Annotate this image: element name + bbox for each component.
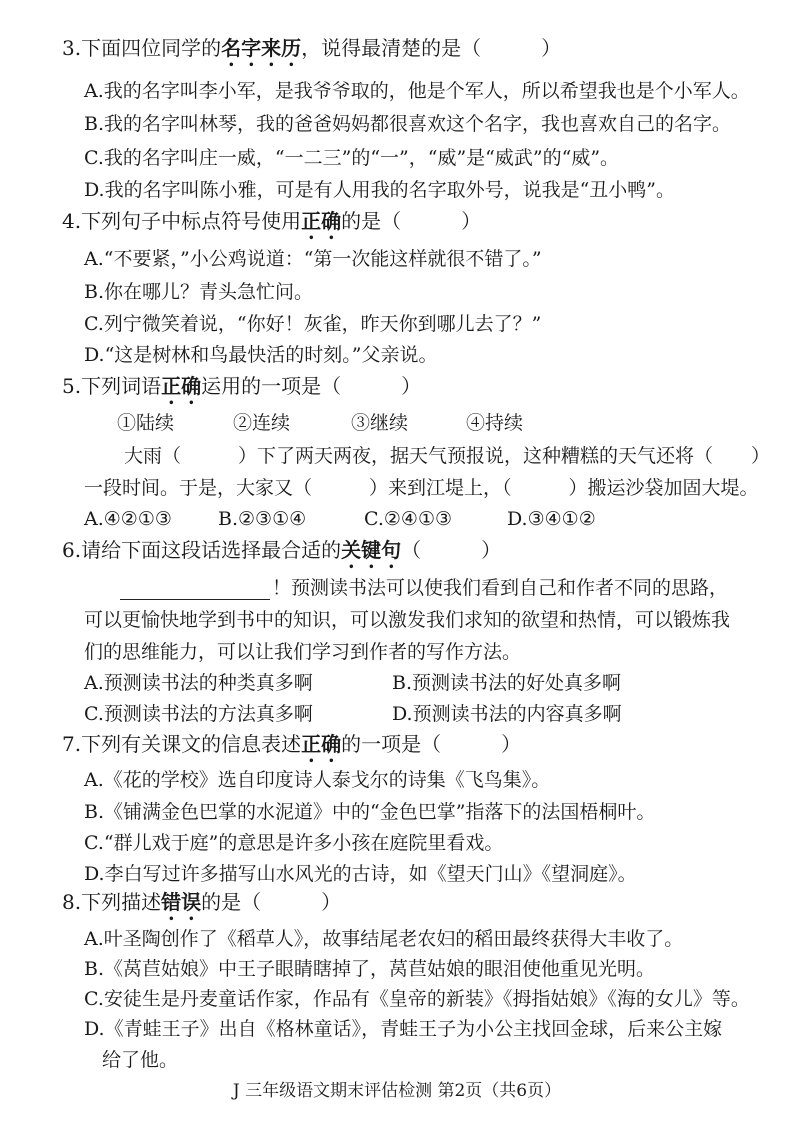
question-5-word-1: ①陆续: [117, 412, 175, 434]
question-7-stem: 7.下列有关课文的信息表述正确的一项是（ ）: [62, 732, 522, 756]
question-5-option-a: A.④②①③: [84, 508, 172, 530]
question-3-option-b: B.我的名字叫林琴，我的爸爸妈妈都很喜欢这个名字，我也喜欢自己的名字。: [84, 113, 732, 135]
question-5-option-c: C.②④①③: [364, 508, 453, 530]
question-4-stem: 4.下列句子中标点符号使用正确的是（ ）: [62, 209, 482, 233]
answer-blank: [120, 581, 270, 600]
question-7-option-b: B.《铺满金色巴掌的水泥道》中的“金色巴掌”指落下的法国梧桐叶。: [84, 801, 656, 823]
question-5-word-4: ④持续: [466, 412, 524, 434]
question-6-passage-line-3: 们的思维能力，可以让我们学习到作者的写作方法。: [84, 641, 522, 663]
question-3-option-a: A.我的名字叫李小军，是我爷爷取的，他是个军人，所以希望我也是个小军人。: [84, 80, 750, 102]
question-6-stem: 6.请给下面这段话选择最合适的关键句（ ）: [62, 538, 502, 562]
question-5-option-d: D.③④①②: [507, 508, 596, 530]
question-8-option-d: D.《青蛙王子》出自《格林童话》，青蛙王子为小公主找回金球，后来公主嫁: [84, 1018, 723, 1040]
question-8-keyword: 错误: [161, 890, 202, 914]
question-6-option-d: D.预测读书法的内容真多啊: [392, 703, 622, 725]
question-8-option-b: B.《莴苣姑娘》中王子眼睛瞎掉了，莴苣姑娘的眼泪使他重见光明。: [84, 958, 656, 980]
question-8-stem: 8.下列描述错误的是（ ）: [62, 890, 342, 914]
question-5-keyword: 正确: [161, 374, 202, 398]
question-7-option-c: C.“群儿戏于庭”的意思是许多小孩在庭院里看戏。: [84, 832, 504, 854]
question-3-option-c: C.我的名字叫庄一威，“一二三”的“一”，“威”是“威武”的“威”。: [84, 147, 620, 169]
question-5-word-2: ②连续: [233, 412, 291, 434]
question-6-keyword: 关键句: [341, 538, 402, 562]
question-4-option-b: B.你在哪儿？青头急忙问。: [84, 281, 314, 303]
question-7-keyword: 正确: [301, 732, 342, 756]
question-6-option-a: A.预测读书法的种类真多啊: [84, 672, 313, 694]
question-7-option-d: D.李白写过许多描写山水风光的古诗，如《望天门山》《望洞庭》。: [84, 863, 637, 885]
question-5-passage-line-1: 大雨（ ）下了两天两夜，据天气预报说，这种糟糕的天气还将（ ）: [124, 445, 771, 467]
page-footer: J 三年级语文期末评估检测 第2页（共6页）: [232, 1081, 562, 1101]
question-6-option-b: B.预测读书法的好处真多啊: [392, 672, 622, 694]
question-6-passage-line-1: ！预测读书法可以使我们看到自己和作者不同的思路，: [120, 576, 728, 600]
question-8-option-d-continued: 给了他。: [102, 1049, 179, 1071]
question-3-keyword: 名字来历: [221, 36, 302, 60]
question-5-stem: 5.下列词语正确运用的一项是（ ）: [62, 374, 422, 398]
question-6-option-c: C.预测读书法的方法真多啊: [84, 703, 313, 725]
question-4-option-d: D.“这是树林和鸟最快活的时刻。”父亲说。: [84, 344, 438, 366]
question-7-option-a: A.《花的学校》选自印度诗人泰戈尔的诗集《飞鸟集》。: [84, 769, 551, 791]
question-3-stem: 3.下面四位同学的名字来历，说得最清楚的是（ ）: [62, 36, 562, 60]
question-4-option-c: C.列宁微笑着说，“你好！灰雀，昨天你到哪儿去了？”: [84, 313, 542, 335]
question-6-passage-line-2: 可以更愉快地学到书中的知识，可以激发我们求知的欲望和热情，可以锻炼我: [84, 609, 731, 631]
question-4-keyword: 正确: [301, 209, 342, 233]
question-5-word-3: ③继续: [351, 412, 409, 434]
question-3-option-d: D.我的名字叫陈小雅，可是有人用我的名字取外号，说我是“丑小鸭”。: [84, 179, 676, 201]
question-5-option-b: B.②③①④: [218, 508, 307, 530]
question-5-passage-line-2: 一段时间。于是，大家又（ ）来到江堤上，（ ）搬运沙袋加固大堤。: [84, 477, 759, 499]
question-4-option-a: A.“不要紧，”小公鸡说道：“第一次能这样就很不错了。”: [84, 248, 542, 270]
question-8-option-c: C.安徒生是丹麦童话作家，作品有《皇帝的新装》《拇指姑娘》《海的女儿》等。: [84, 988, 750, 1010]
question-8-option-a: A.叶圣陶创作了《稻草人》，故事结尾老农妇的稻田最终获得大丰收了。: [84, 928, 684, 950]
